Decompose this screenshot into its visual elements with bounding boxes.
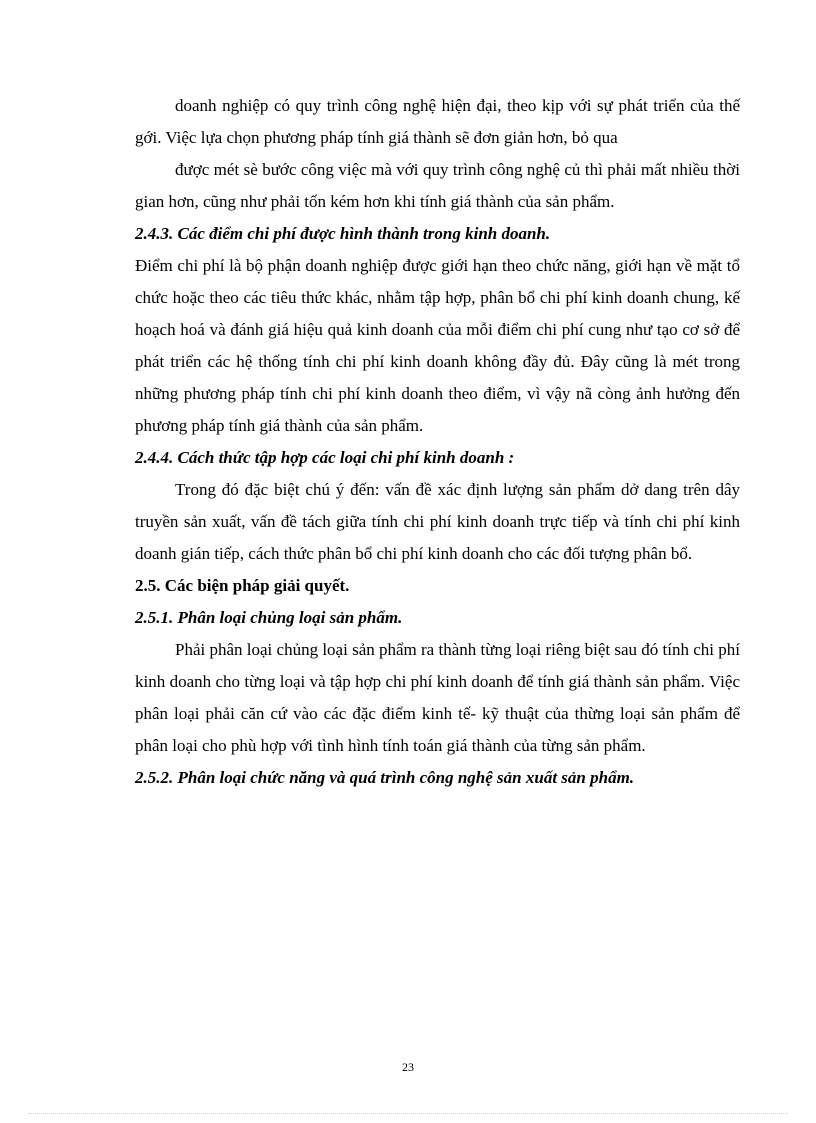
page-content bbox=[135, 90, 740, 794]
heading-2-5-1: 2.5.1. Phân loại chủng loại sản phẩm. bbox=[135, 608, 403, 627]
heading-2-5: 2.5. Các biện pháp giải quyết. bbox=[135, 576, 350, 595]
paragraph-cost-allocation: Trong đó đặc biệt chú ý đến: vấn đề xác định lượng sản phẩm dở dang trên dây truyền sản xuất, vấn đề tách giữa tính chi phí kinh doanh trực tiếp và tính chi phí kinh doanh gián tiếp, cách thức phân bổ chi phí kinh doanh cho các đối tượng phân bổ. bbox=[135, 480, 740, 563]
heading-2-5-2: 2.5.2. Phân loại chức năng và quá trình công nghệ sản xuất sản phẩm. bbox=[135, 768, 635, 787]
footer-divider bbox=[28, 1113, 788, 1114]
paragraph-process-modern: doanh nghiệp có quy trình công nghệ hiện đại, theo kịp với sự phát triển của thế gới. Việc lựa chọn phương pháp tính giá thành sẽ đơn giản hơn, bỏ qua bbox=[135, 96, 740, 147]
paragraph-process-steps: được mét sè bước công việc mà với quy trình công nghệ củ thì phải mất nhiều thời gian hơn, cũng như phải tốn kém hơn khi tính giá thành của sản phẩm. bbox=[135, 160, 740, 211]
paragraph-product-classification: Phải phân loại chủng loại sản phẩm ra thành từng loại riêng biệt sau đó tính chi phí kinh doanh cho từng loại và tập hợp chi phí kinh doanh để tính giá thành sản phẩm. Việc phân loại phải căn cứ vào các đặc điểm kinh tế- kỹ thuật của thừng loại sản phẩm để phân loại cho phù hợp với tình hình tính toán giá thành của từng sản phẩm. bbox=[135, 640, 740, 755]
heading-2-4-3: 2.4.3. Các điểm chi phí được hình thành trong kinh doanh. bbox=[135, 224, 551, 243]
page-number: 23 bbox=[402, 1060, 414, 1074]
heading-2-4-4: 2.4.4. Cách thức tập hợp các loại chi phí kinh doanh : bbox=[135, 448, 515, 467]
paragraph-cost-centers: Điểm chi phí là bộ phận doanh nghiệp được giới hạn theo chức năng, giới hạn về mặt tổ chức hoặc theo các tiêu thức khác, nhằm tập hợp, phân bổ chi phí kinh doanh chung, kế hoạch hoá và đánh giá hiệu quả kinh doanh của mỗi điểm chi phí cung như tạo cơ sở để phát triển các hệ thống tính chi phí kinh doanh không đầy đủ. Đây cũng là mét trong những phương pháp tính chi phí kinh doanh theo điểm, vì vậy nã còng ảnh hưởng đến phương pháp tính giá thành của sản phẩm. bbox=[135, 256, 740, 435]
